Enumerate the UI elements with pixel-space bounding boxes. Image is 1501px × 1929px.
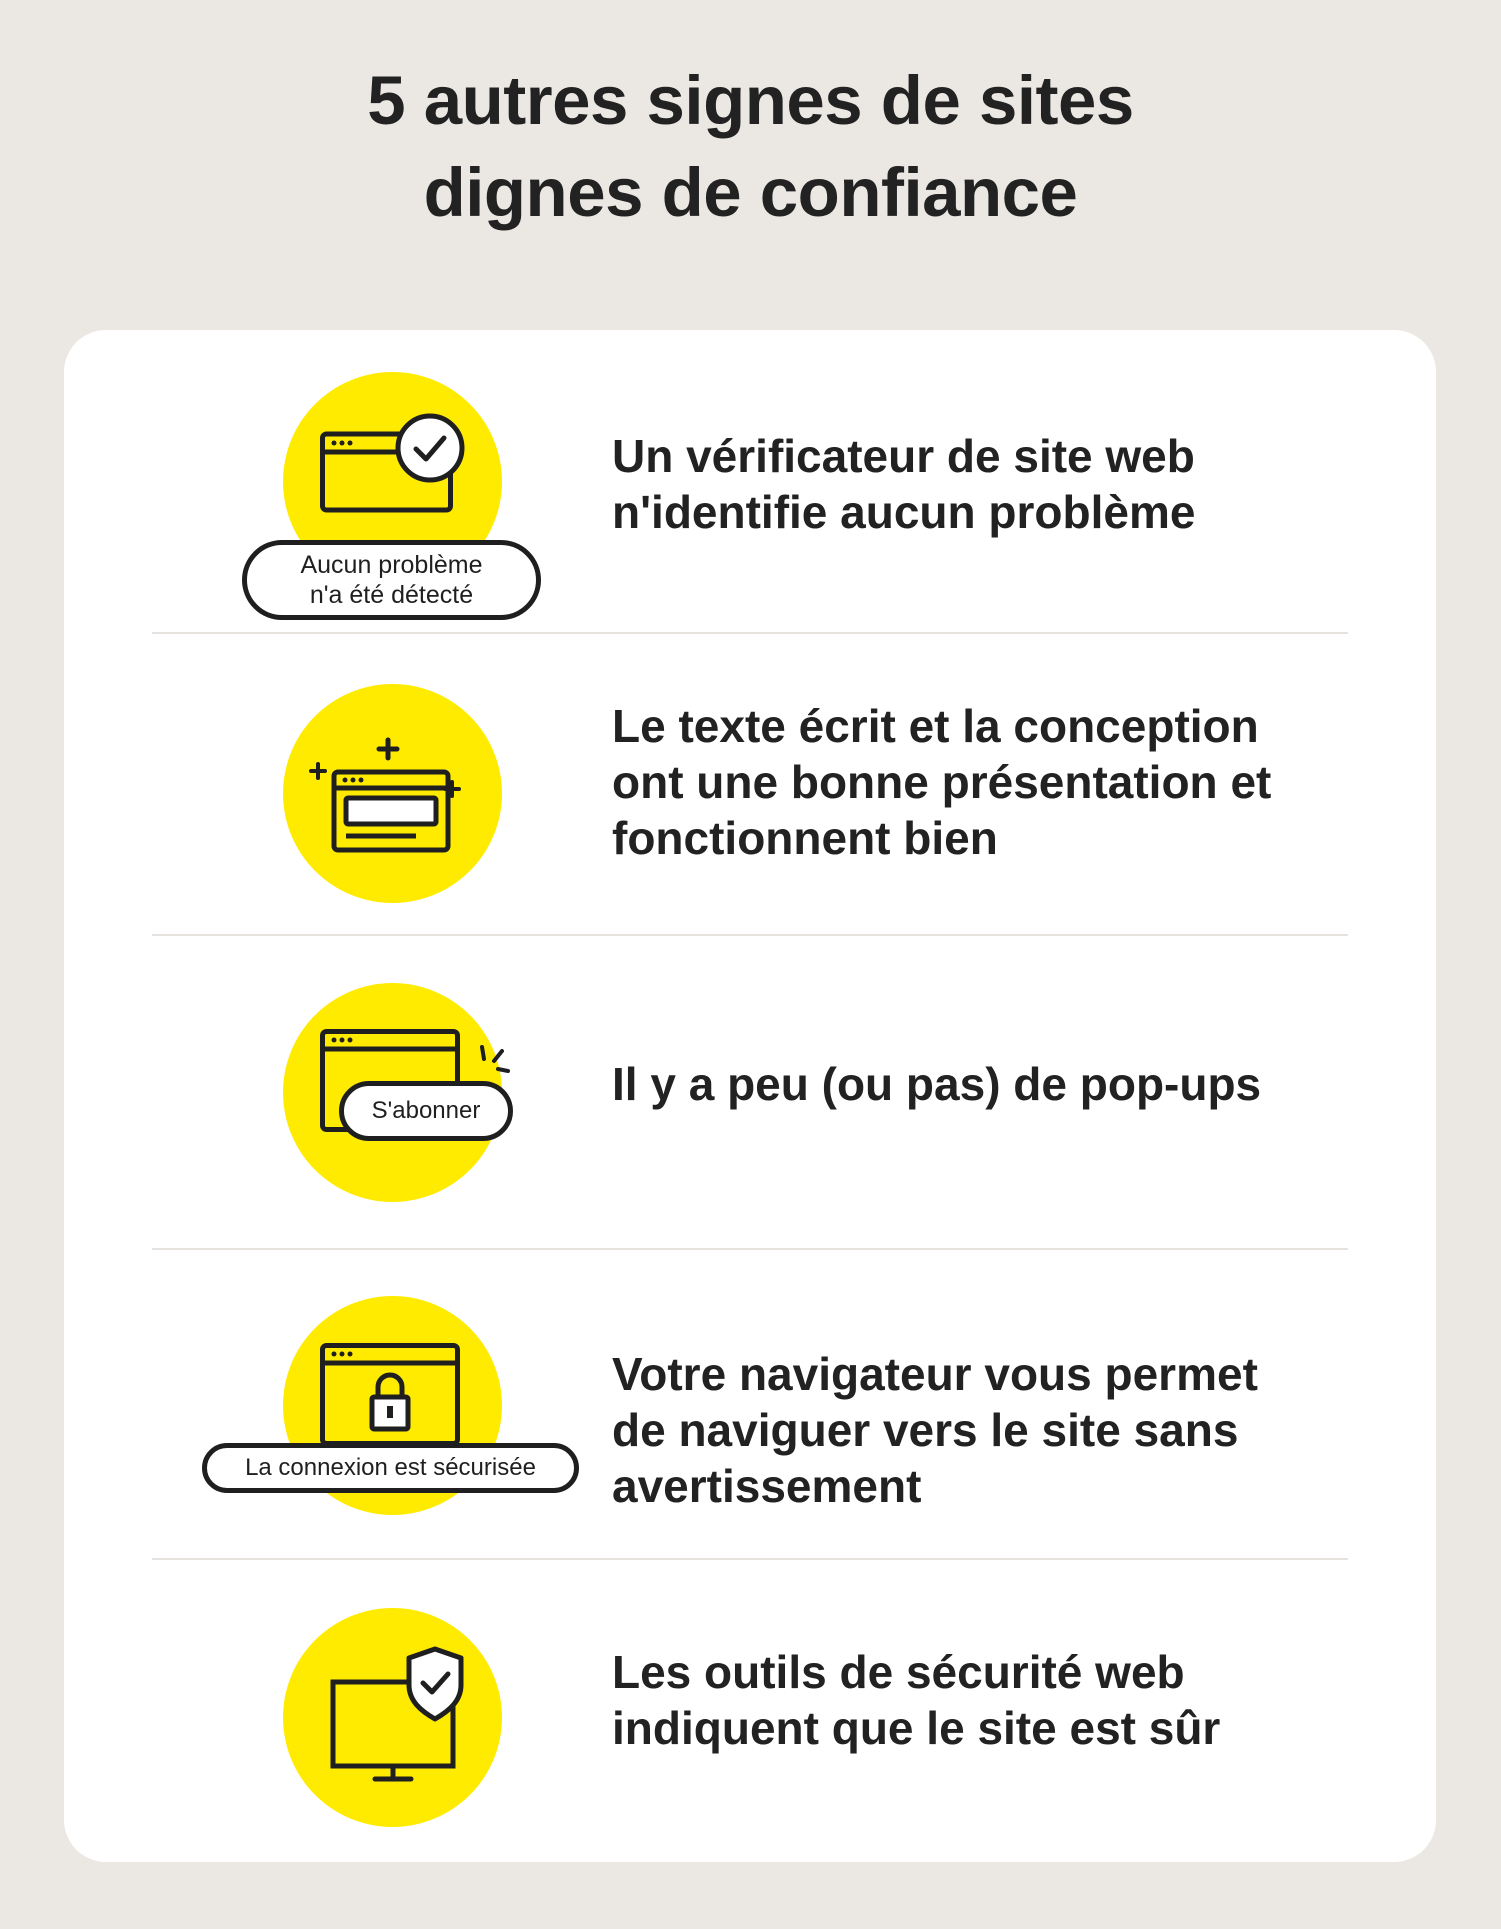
page-title: [0, 55, 1501, 239]
sign-item-website-checker: [152, 372, 1348, 632]
sign-text-line: avertissement: [612, 1460, 922, 1512]
browser-check-icon: [320, 414, 470, 514]
browser-lock-icon: [320, 1343, 460, 1448]
sign-item-browser-warning: [152, 1250, 1348, 1558]
signs-card: [64, 330, 1436, 1862]
no-problem-badge: [242, 540, 541, 620]
badge-line-1: Aucun problème: [300, 551, 483, 579]
sign-text-line: indiquent que le site est sûr: [612, 1702, 1221, 1754]
sign-text-line: ont une bonne présentation et: [612, 756, 1272, 808]
title-line-2: dignes de confiance: [423, 154, 1078, 231]
sign-text-line: Votre navigateur vous permet: [612, 1348, 1258, 1400]
sign-item-security-tools: [152, 1560, 1348, 1860]
sign-item-text: [612, 1056, 1352, 1112]
sign-item-icon-area: [152, 634, 612, 934]
sign-text-line: n'identifie aucun problème: [612, 486, 1196, 538]
sign-item-text: [612, 1644, 1352, 1756]
secure-connection-badge: [202, 1443, 579, 1493]
sign-item-text: [612, 1346, 1352, 1514]
title-line-1: 5 autres signes de sites: [367, 62, 1134, 139]
popup-label: S'abonner: [371, 1097, 481, 1124]
subscribe-popup-button: [339, 1081, 513, 1141]
sign-item-text: [612, 428, 1352, 540]
sign-item-icon-area: [152, 372, 612, 632]
browser-sparkle-icon: [310, 732, 470, 852]
sign-text-line: Il y a peu (ou pas) de pop-ups: [612, 1058, 1262, 1110]
sign-item-text: [612, 698, 1352, 866]
sign-item-popups: [152, 936, 1348, 1248]
sign-item-design: [152, 634, 1348, 934]
sign-item-icon-area: [152, 1250, 612, 1558]
sign-text-line: fonctionnent bien: [612, 812, 998, 864]
sign-item-icon-area: [152, 936, 612, 1248]
sign-text-line: Les outils de sécurité web: [612, 1646, 1185, 1698]
sign-item-icon-area: [152, 1560, 612, 1860]
badge-label: La connexion est sécurisée: [245, 1454, 536, 1481]
badge-line-2: n'a été détecté: [309, 581, 474, 609]
sign-text-line: Un vérificateur de site web: [612, 430, 1195, 482]
sign-text-line: de naviguer vers le site sans: [612, 1404, 1239, 1456]
monitor-shield-icon: [329, 1645, 469, 1785]
sign-text-line: Le texte écrit et la conception: [612, 700, 1259, 752]
